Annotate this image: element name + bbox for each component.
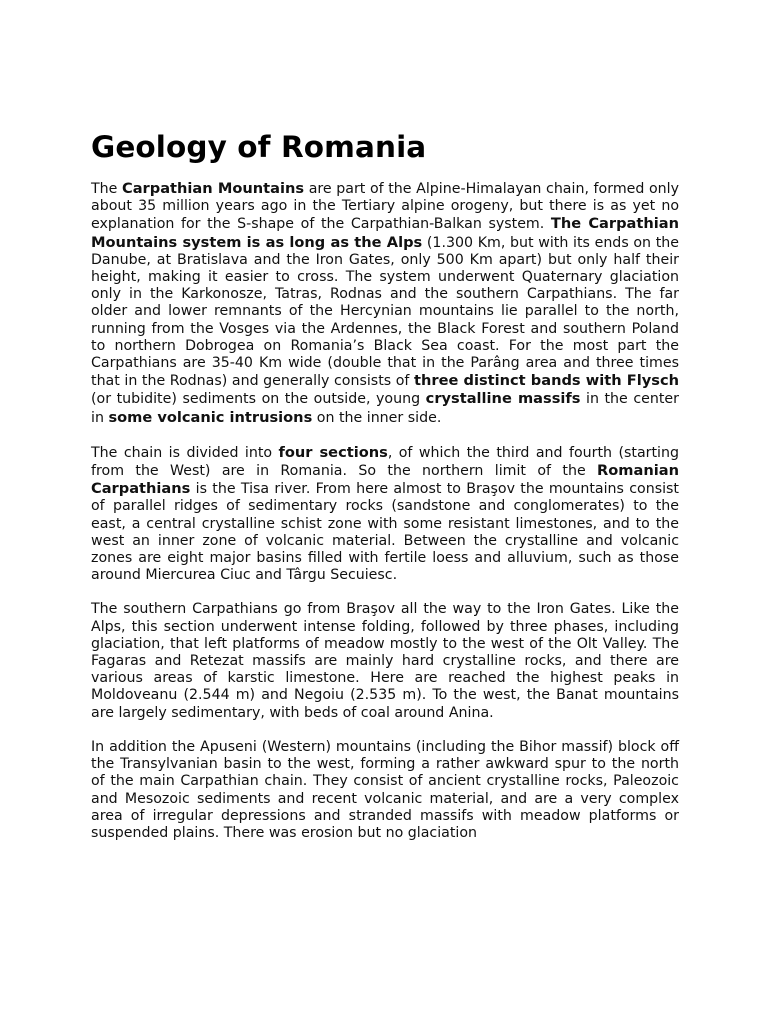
bold-phrase-as-long-as-alps: The Carpathian Mountains system is as long as the Alps [91, 215, 679, 251]
text-run: In addition the Apuseni (Western) mountains (including the Bihor massif) block off the Transylvanian basin to the west, forming a rather awkward spur to the north of the main Carpathian chain. They consist of ancient crystalline rocks, Paleozoic and Mesozoic sediments and recent volcanic material, and are a very complex area of irregular depressions and stranded massifs with meadow platforms or suspended plains. There was erosion but no glaciation [91, 738, 679, 841]
text-run: in the center in [91, 391, 679, 426]
text-run: are part of the Alpine-Himalayan chain, formed only about 35 million years ago in the Tertiary alpine orogeny, but there is as yet no explanation for the S-shape of the Carpathian-Balkan system. [91, 181, 679, 233]
text-run: (or tubidite) sediments on the outside, young [91, 391, 426, 408]
text-run: The chain is divided into [91, 444, 279, 461]
paragraph-carpathian-overview [91, 180, 679, 427]
text-run: The southern Carpathians go from Braşov all the way to the Iron Gates. Like the Alps, this section underwent intense folding, followed by three phases, including glaciation, that left platforms of meadow mostly to the west of the Olt Valley. The Fagaras and Retezat massifs are mainly hard crystalline rocks, and there are various areas of karstic limestone. Here are reached the highest peaks in Moldoveanu (2.544 m) and Negoiu (2.535 m). To the west, the Banat mountains are largely sedimentary, with beds of coal around Anina. [91, 601, 679, 721]
bold-term-carpathian-mountains: Carpathian Mountains [122, 180, 305, 197]
paragraph-apuseni-mountains [91, 739, 679, 842]
bold-term-four-sections: four sections [278, 443, 388, 461]
bold-term-crystalline-massifs: crystalline massifs [425, 390, 581, 408]
paragraph-southern-carpathians [91, 601, 679, 721]
paragraph-four-sections [91, 444, 679, 585]
bold-phrase-three-bands: three distinct bands with Flysch [414, 372, 679, 390]
text-run: The [91, 181, 122, 197]
bold-term-romanian-carpathians: Romanian Carpathians [91, 462, 679, 498]
document-title: Geology of Romania [91, 130, 427, 164]
document-page [91, 128, 679, 859]
text-run: on the inner side. [312, 409, 442, 426]
text-run: , of which the third and fourth (starting from the West) are in Romania. So the northern limit of the [91, 444, 679, 480]
bold-term-volcanic-intrusions: some volcanic intrusions [108, 408, 313, 426]
text-run: is the Tisa river. From here almost to Braşov the mountains consist of parallel ridges of sedimentary rocks (sandstone and conglomerates) to the east, a central crystalline schist zone with some resistant limestones, and to the west an inner zone of volcanic material. Between the crystalline and volcanic zones are eight major basins filled with fertile loess and alluvium, such as those around Miercurea Ciuc and Târgu Secuiesc. [91, 481, 679, 584]
text-run: (1.300 Km, but with its ends on the Danube, at Bratislava and the Iron Gates, only 500 Km apart) but only half their height, making it easier to cross. The system underwent Quaternary glaciation only in the Karkonosze, Tatras, Rodnas and the southern Carpathians. The far older and lower remnants of the Hercynian mountains lie parallel to the north, running from the Vosges via the Ardennes, the Black Forest and southern Poland to northern Dobrogea on Romania’s Black Sea coast. For the most part the Carpathians are 35-40 Km wide (double that in the Parâng area and three times that in the Rodnas) and generally consists of [91, 234, 680, 390]
